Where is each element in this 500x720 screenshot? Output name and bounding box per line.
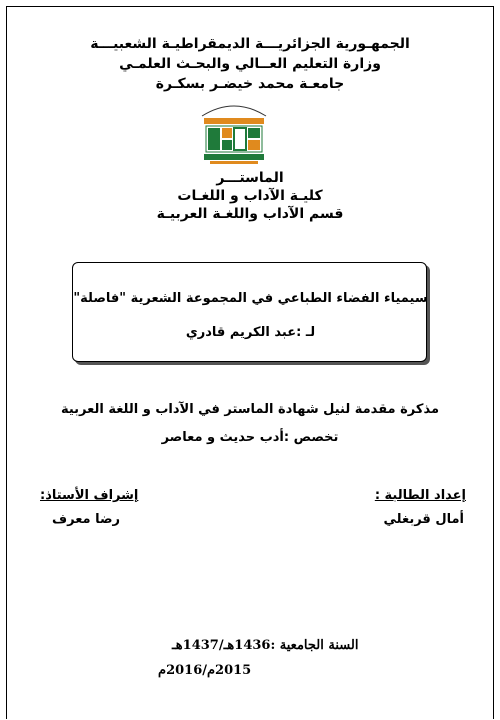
- department-name: قسم الآداب واللغـة العربيـة: [156, 206, 344, 222]
- thesis-title: سيمياء الفضاء الطباعي في المجموعة الشعرية "فاصلة": [73, 291, 428, 306]
- university-logo: [196, 98, 272, 166]
- memo-specialty: تخصص :أدب حديث و معاصر: [161, 430, 339, 445]
- ministry-name: وزارة التعليم العــالي والبحـث العلمـي: [119, 56, 381, 72]
- academic-year-hijri: السنة الجامعية :1436هـ/1437هـ: [172, 638, 359, 653]
- academic-year-gregorian: 2015م/2016م: [158, 663, 252, 678]
- university-name: جامعـة محمد خيضـر بسكـرة: [155, 76, 345, 92]
- memo-purpose: مذكرة مقدمة لنيل شهادة الماستر في الآداب و اللغة العربية: [60, 402, 440, 417]
- faculty-name: كليـة الآداب و اللغـات: [177, 188, 323, 204]
- student-label: إعداد الطالبة :: [374, 488, 466, 503]
- degree-label: الماستـــر: [216, 170, 284, 186]
- supervisor-name: رضا معرف: [52, 512, 121, 527]
- republic-name: الجمهـورية الجزائريـــة الديمقراطيـة الشعبيـــة: [90, 36, 410, 52]
- student-name: أمال قربغلي: [383, 512, 464, 527]
- subject-author: لـ :عبد الكريم قادري: [185, 325, 316, 340]
- title-box: [72, 262, 427, 362]
- supervisor-label: إشراف الأستاذ:: [40, 488, 139, 503]
